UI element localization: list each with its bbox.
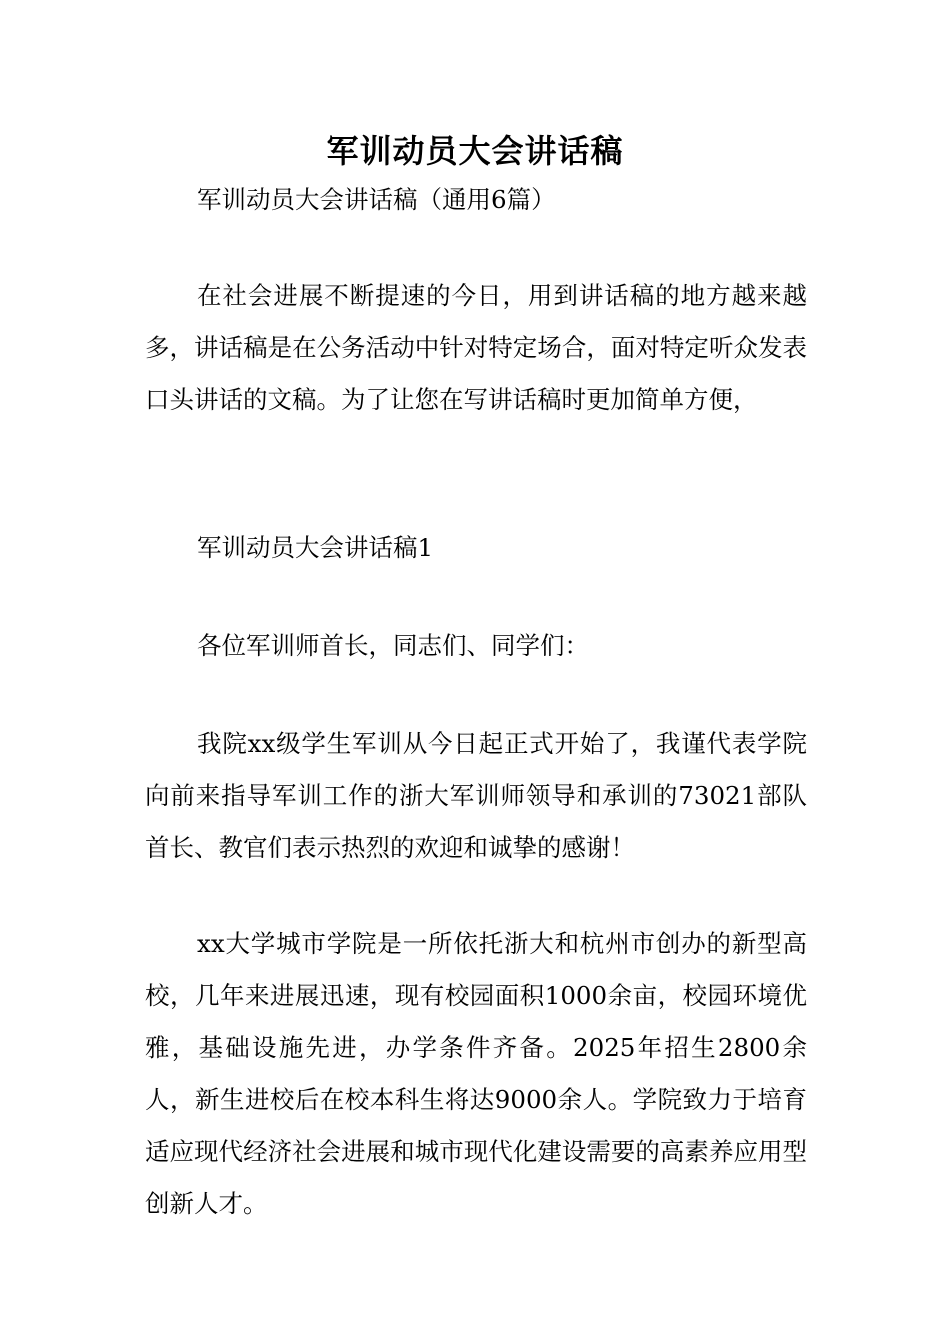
section-heading-1: 军训动员大会讲话稿1 xyxy=(197,533,434,562)
document-title: 军训动员大会讲话稿 xyxy=(326,132,624,170)
paragraph-welcome: 我院xx级学生军训从今日起正式开始了，我谨代表学院向前来指导军训工作的浙大军训师领导和承训的73021部队首长、教官们表示热烈的欢迎和诚挚的感谢！ xyxy=(145,729,807,862)
paragraph-greeting: 各位军训师首长，同志们、同学们： xyxy=(197,631,589,660)
document-subtitle: 军训动员大会讲话稿（通用6篇） xyxy=(197,185,556,214)
paragraph-college-intro: xx大学城市学院是一所依托浙大和杭州市创办的新型高校，几年来进展迅速，现有校园面积1000余亩，校园环境优雅，基础设施先进，办学条件齐备。2025年招生2800余人，新生进校后在校本科生将达9000余人。学院致力于培育适应现代经济社会进展和城市现代化建设需要的高素养应用型创新人才。 xyxy=(145,929,807,1218)
paragraph-intro: 在社会进展不断提速的今日，用到讲话稿的地方越来越多，讲话稿是在公务活动中针对特定场合，面对特定听众发表口头讲话的文稿。为了让您在写讲话稿时更加简单方便， xyxy=(145,281,807,414)
